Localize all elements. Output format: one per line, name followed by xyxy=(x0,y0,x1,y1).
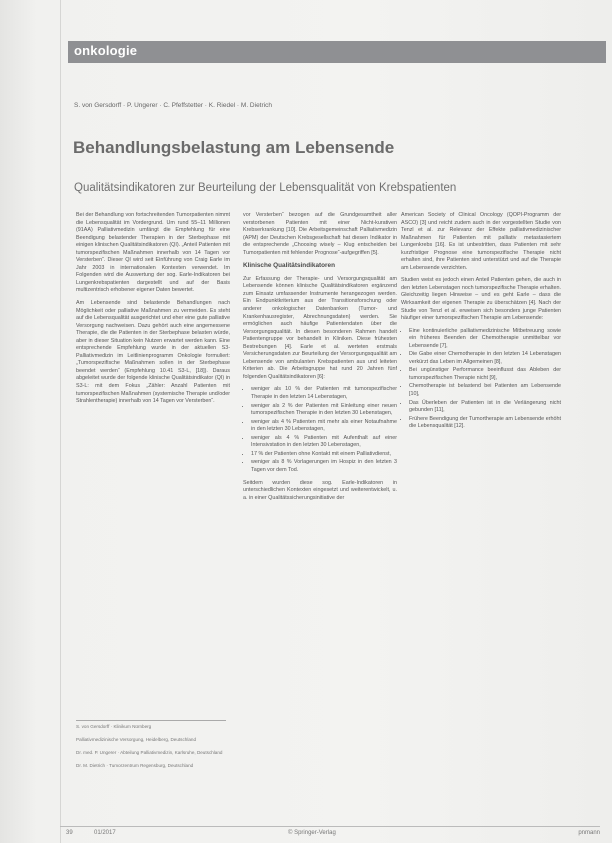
text-column-2 xyxy=(243,212,397,507)
article-title: Behandlungsbelastung am Lebensende xyxy=(73,138,395,157)
list-item: • weniger als 8 % Vorlagerungen im Hospiz in den letzten 3 Tagen vor dem Tod. xyxy=(251,459,397,474)
section-header-bar xyxy=(68,41,606,63)
paragraph: Seitdem wurden diese sog. Earle-Indikatoren in unterschiedlichen Kontexten eingesetzt und weiterentwickelt, u. a. in einer Qualitätssicherungsinitiative der xyxy=(243,479,397,501)
section-heading: Klinische Qualitätsindikatoren xyxy=(243,262,335,270)
list-item: • Eine kontinuierliche palliativmedizinische Mitbetreuung sowie ein früheres Beenden der Chemotherapie unmittelbar vor Lebensende [7], xyxy=(409,328,561,351)
text-column-1 xyxy=(76,212,230,411)
list-item: • weniger als 4 % Patienten mit mehr als einer Notaufnahme in den letzten 30 Lebenstagen, xyxy=(251,419,397,434)
paragraph: Zur Erfassung der Therapie- und Versorgungsqualität am Lebensende können klinische Qualitätsindikatoren ergänzend zum Einsatz umfassender Instrumente herangezogen werden. Ein Endpunktkriterium aus der Transitionsforschung oder anderer onkologischer Datenbanken (Tumor- und Krankenhausregister, Abrechnungsdaten) werden. Sie ermöglichen auch häufige Patientendaten über die Versorgungsqualität. In diesen besonderen Rahmen handelt Patientengruppe vor behandelt in Kliniken. Diese frühesten Bestrebungen [4]. Earle et al. werteten erstmals Versicherungsdaten zur Beurteilung der Versorgungsqualität am Lebensende von ambulanten Krebspatienten aus und leiteten Kriterien ab. Die Arbeitsgruppe hat rund 20 Jahren fünf folgenden Qualitätsindikatoren [6]: xyxy=(243,275,397,380)
paragraph: Bei der Behandlung von fortschreitenden Tumorpatienten nimmt die Lebensqualität im Vordergrund. Um rund 55–11 Millionen (91AA) Palliativmedizin umfängt die Empfehlung für eine Beendigung belastender Therapien in der Sterbephase mit einigen klinischen Qualitätsindikatoren (QI). „Anteil Patienten mit tumorspezifischen Maßnahmen innerhalb von 14 Tagen vor Versterben“. Dieser QI wird seit Einführung von Craig Earle im Jahr 2003 in internationalen Kontexten verwendet. Im Folgenden wird die Auswertung der sog. Earle-Indikatoren bei Lungenkrebspatienten dargestellt und auf der Basis multizentrisch erhobener eigener Daten bewertet. xyxy=(76,212,230,294)
text-column-3 xyxy=(401,212,561,436)
bullet-list xyxy=(243,386,397,474)
list-item: • Das Überleben der Patienten ist in die Verlängerung nicht gebunden [11], xyxy=(409,400,561,415)
affiliation: S. von Gersdorff · Klinikum Nürnberg xyxy=(76,724,152,729)
list-item: • Die Gabe einer Chemotherapie in den letzten 14 Lebenstagen verkürzt das Leben im Allgemeinen [8], xyxy=(409,351,561,366)
journal-name: pnmann xyxy=(578,830,600,836)
list-item: • Chemotherapie ist belastend bei Patienten am Lebensende [10], xyxy=(409,383,561,398)
page-number: 39 xyxy=(66,830,73,836)
section-label: onkologie xyxy=(74,43,138,58)
bullet-list xyxy=(401,328,561,431)
paragraph: Studien weist es jedoch einen Anteil Patienten gehen, die auch in den letzten Lebenstagen noch tumorspezifische Therapie erhalten. Gleichzeitig liegen Hinweise – und es geht Earle – dass die Wirksamkeit der eigenen Therapie zu überschätzen [4]. Nach der Studie von Tenzl et al. erweisen sich besonders junge Patienten häufiger einer tumorspezifischen Therapie am Lebensende: xyxy=(401,277,561,322)
list-item: • Bei ungünstiger Performance beeinflusst das Ableben der tumorspezifischen Therapie nicht [9], xyxy=(409,367,561,382)
paragraph: American Society of Clinical Oncology (QOPI-Programm der ASCO) [3] und reicht zudem auch in der vorgestellten Studie von Tenzl et al. zur Relevanz der Effekte palliativmedizinischer Maßnahmen für Patienten mit palliativ metastasiertem Lungenkrebs [16]. Es ist unbestritten, dass Patienten mit sehr kurzfristiger Prognose eine tumorspezifische Therapie nicht erhalten sind, ihre Patienten sind unterstützt und auf die Therapie am Lebensende verzichten. xyxy=(401,212,561,271)
page-footer xyxy=(60,826,600,836)
issue-number: 01/2017 xyxy=(94,830,116,836)
paragraph: Am Lebensende sind belastende Behandlungen nach Möglichkeit oder palliative Maßnahmen zu vermeiden. Es steht auf die Lebensqualität ausgerichtet und eher eine gute palliative Versorgung nachweisen. Dazu gehört auch eine angemessene Therapie, die die Patienten in der Sterbephase belasten würde, aber in dieser Situation kein Nutzen erwartet werden kann. Eine entsprechende Empfehlung wurde in der aktuellen S3-Palliativmedizin im Leitlinienprogramm Onkologie formuliert: „Tumorspezifische Maßnahmen sollen in der Sterbephase beendet werden“ (Empfehlung 10.41 S3-L, [18]). Daraus abgeleitet wurde der folgende klinische Qualitätsindikator (QI) in S3-L: mit dem Fokus „Zähler: Anzahl Patienten mit tumorspezifischen Maßnahmen (systemische Therapie und/oder Strahlentherapie) innerhalb von 14 Tagen vor Versterben“. xyxy=(76,300,230,405)
list-item: • Frühere Beendigung der Tumortherapie am Lebensende erhöht die Lebensqualität [12]. xyxy=(409,416,561,431)
affiliation: Dr. M. Dietrich · Tumorzentrum Regensburg, Deutschland xyxy=(76,763,194,768)
affiliation: Dr. med. P. Ungerer · Abteilung Palliativmedizin, Karlsruhe, Deutschland xyxy=(76,750,223,755)
page-gutter xyxy=(60,0,61,843)
list-item: • 17 % der Patienten ohne Kontakt mit einem Palliativdienst, xyxy=(251,451,397,459)
paragraph: vor Versterben“ bezogen auf die Grundgesamtheit aller verstorbenen Patienten mit einer Nicht-kurativen Krebserkrankung [10]. Die Arbeitsgemeinschaft Palliativmedizin (APM) der Deutschen Krebsgesellschaft hat diesen Indikator in die entsprechende „Choosing wisely – Klug entscheiden bei Tumorpatienten mit fehlender Prognose“-aufgegriffen [5]. xyxy=(243,212,397,256)
list-item: • weniger als 4 % Patienten mit Aufenthalt auf einer Intensivstation in den letzten 30 Lebenstagen, xyxy=(251,435,397,450)
article-subtitle: Qualitätsindikatoren zur Beurteilung der Lebensqualität von Krebspatienten xyxy=(74,182,457,194)
list-item: • weniger als 10 % der Patienten mit tumorspezifischer Therapie in den letzten 14 Lebenstagen, xyxy=(251,386,397,401)
publisher: © Springer-Verlag xyxy=(288,830,336,836)
author-affiliations xyxy=(76,720,226,776)
author-list: S. von Gersdorff · P. Ungerer · C. Pfeffstetter · K. Riedel · M. Dietrich xyxy=(74,102,272,109)
affiliation: Palliativmedizinische Versorgung, Heidelberg, Deutschland xyxy=(76,737,197,742)
list-item: • weniger als 2 % der Patienten mit Einleitung einer neuen tumorspezifischen Therapie in den letzten 30 Lebenstagen, xyxy=(251,403,397,418)
